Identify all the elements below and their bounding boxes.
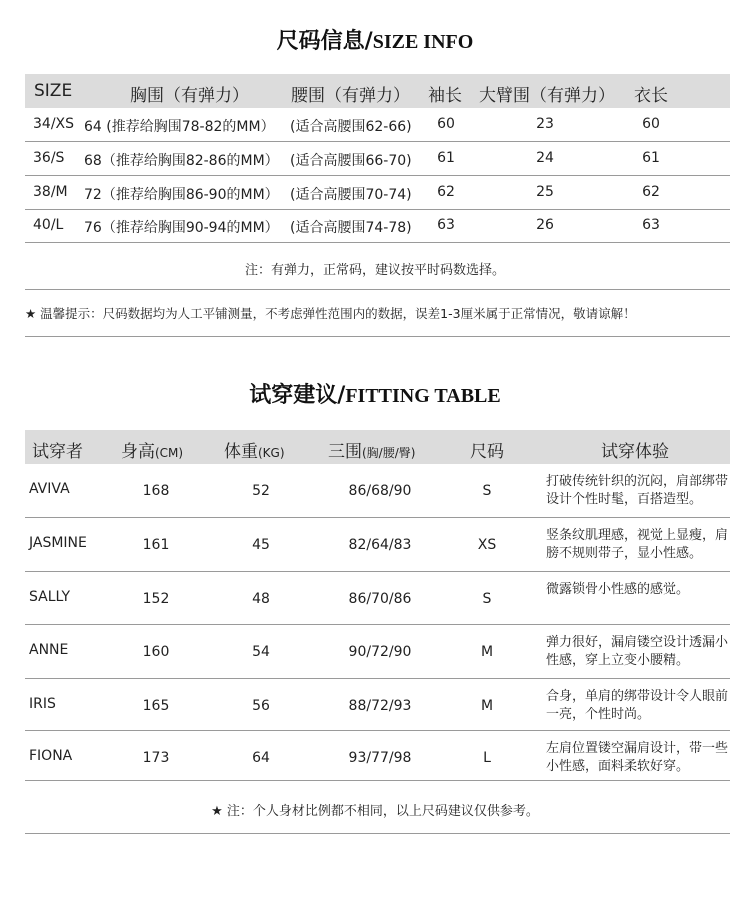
fit-cell-height: 168 xyxy=(142,483,170,499)
row-divider xyxy=(25,780,730,781)
header-size: SIZE xyxy=(34,81,73,101)
fit-cell-height: 161 xyxy=(142,537,170,553)
fit-cell-weight: 56 xyxy=(252,698,270,714)
row-divider xyxy=(25,571,730,572)
header-weight-label: 体重 xyxy=(224,442,258,462)
fit-cell-size: S xyxy=(482,483,492,499)
size-cell-size: 38/M xyxy=(33,184,68,200)
size-info-title-en: SIZE INFO xyxy=(372,31,474,53)
size-info-title xyxy=(0,24,750,55)
fit-cell-name: AVIVA xyxy=(29,481,70,497)
header-sleeve: 袖长 xyxy=(428,86,462,106)
size-cell-arm: 26 xyxy=(536,217,554,233)
header-bwh-label: 三围 xyxy=(328,442,362,462)
size-cell-waist: (适合高腰围62-66) xyxy=(290,119,412,135)
fit-cell-name: SALLY xyxy=(29,589,71,605)
fit-cell-bwh: 90/72/90 xyxy=(348,644,412,660)
divider xyxy=(25,289,730,290)
fit-cell-bwh: 86/70/86 xyxy=(348,591,412,607)
fit-cell-experience: 打破传统针织的沉闷，肩部绑带设计个性时髦，百搭造型。 xyxy=(546,474,729,507)
fit-cell-bwh: 93/77/98 xyxy=(348,750,412,766)
fit-cell-height: 152 xyxy=(142,591,170,607)
size-cell-size: 36/S xyxy=(33,150,65,166)
size-cell-size: 40/L xyxy=(33,217,64,233)
header-tester: 试穿者 xyxy=(32,442,83,462)
fit-cell-experience: 弹力很好，漏肩镂空设计透漏小性感，穿上立变小腰精。 xyxy=(546,635,729,668)
row-divider xyxy=(25,624,730,625)
fit-cell-size: M xyxy=(480,644,494,660)
header-chest: 胸围（有弹力） xyxy=(130,86,249,106)
header-arm: 大臂围（有弹力） xyxy=(479,86,615,106)
size-cell-chest: 76（推荐给胸围90-94的MM） xyxy=(84,220,279,236)
header-height xyxy=(121,437,183,462)
fit-cell-bwh: 86/68/90 xyxy=(348,483,412,499)
fit-cell-height: 160 xyxy=(142,644,170,660)
size-table-header xyxy=(25,74,730,108)
size-cell-arm: 23 xyxy=(536,116,554,132)
fit-cell-height: 165 xyxy=(142,698,170,714)
fit-cell-name: JASMINE xyxy=(29,535,87,551)
size-cell-chest: 64 (推荐给胸围78-82的MM） xyxy=(84,119,275,135)
header-length: 衣长 xyxy=(634,86,668,106)
header-weight xyxy=(224,437,285,462)
size-cell-chest: 72（推荐给胸围86-90的MM） xyxy=(84,187,279,203)
size-cell-chest: 68（推荐给胸围82-86的MM） xyxy=(84,153,279,169)
fitting-note: ★ 注：个人身材比例都不相同，以上尺码建议仅供参考。 xyxy=(211,804,539,819)
fit-cell-weight: 54 xyxy=(252,644,270,660)
fit-cell-height: 173 xyxy=(142,750,170,766)
size-note: 注：有弹力，正常码，建议按平时码数选择。 xyxy=(244,263,505,278)
fit-cell-bwh: 82/64/83 xyxy=(348,537,412,553)
row-divider xyxy=(25,678,730,679)
fit-cell-name: ANNE xyxy=(29,642,69,658)
fit-cell-name: FIONA xyxy=(29,748,73,764)
fit-cell-bwh: 88/72/93 xyxy=(348,698,412,714)
fit-cell-weight: 45 xyxy=(252,537,270,553)
size-cell-length: 63 xyxy=(642,217,660,233)
row-divider xyxy=(25,517,730,518)
row-divider xyxy=(25,730,730,731)
fit-cell-name: IRIS xyxy=(29,696,56,712)
fit-cell-experience: 合身，单肩的绑带设计令人眼前一亮，个性时尚。 xyxy=(546,689,729,722)
fit-cell-size: L xyxy=(483,750,491,766)
header-bwh xyxy=(328,437,415,462)
row-divider xyxy=(25,242,730,243)
size-cell-sleeve: 62 xyxy=(437,184,455,200)
size-cell-waist: (适合高腰围70-74) xyxy=(290,187,412,203)
size-cell-length: 62 xyxy=(642,184,660,200)
size-cell-waist: (适合高腰围74-78) xyxy=(290,220,412,236)
header-weight-unit: (KG) xyxy=(258,446,285,460)
size-cell-length: 61 xyxy=(642,150,660,166)
divider xyxy=(25,833,730,834)
divider xyxy=(25,336,730,337)
fitting-title-cn: 试穿建议/ xyxy=(249,383,346,408)
fit-cell-weight: 48 xyxy=(252,591,270,607)
fit-cell-experience: 左肩位置镂空漏肩设计，带一些小性感，面料柔软好穿。 xyxy=(546,741,729,774)
size-cell-sleeve: 63 xyxy=(437,217,455,233)
fit-cell-size: M xyxy=(480,698,494,714)
fit-cell-experience: 竖条纹肌理感，视觉上显瘦，肩膀不规则带子，显小性感。 xyxy=(546,528,729,561)
fitting-title xyxy=(0,378,750,409)
fitting-title-en: FITTING TABLE xyxy=(345,385,501,407)
size-cell-size: 34/XS xyxy=(33,116,75,132)
fitting-table-header xyxy=(25,430,730,464)
header-fit-size: 尺码 xyxy=(470,442,504,462)
header-height-unit: (CM) xyxy=(155,446,184,460)
size-cell-arm: 25 xyxy=(536,184,554,200)
row-divider xyxy=(25,175,730,176)
fit-cell-weight: 64 xyxy=(252,750,270,766)
size-info-title-cn: 尺码信息/ xyxy=(276,29,373,54)
size-cell-waist: (适合高腰围66-70) xyxy=(290,153,412,169)
header-waist: 腰围（有弹力） xyxy=(291,86,410,106)
fit-cell-size: S xyxy=(482,591,492,607)
size-cell-length: 60 xyxy=(642,116,660,132)
size-cell-sleeve: 61 xyxy=(437,150,455,166)
size-cell-arm: 24 xyxy=(536,150,554,166)
fit-cell-weight: 52 xyxy=(252,483,270,499)
size-tip: ★ 温馨提示：尺码数据均为人工平铺测量，不考虑弹性范围内的数据，误差1-3厘米属于正常情况，敬请谅解！ xyxy=(25,306,636,321)
size-cell-sleeve: 60 xyxy=(437,116,455,132)
header-experience: 试穿体验 xyxy=(601,442,669,462)
row-divider xyxy=(25,209,730,210)
header-bwh-unit: (胸/腰/臀) xyxy=(362,446,416,460)
fit-cell-size: XS xyxy=(477,537,497,553)
fit-cell-experience: 微露锁骨小性感的感觉。 xyxy=(546,582,690,597)
row-divider xyxy=(25,141,730,142)
header-height-label: 身高 xyxy=(121,442,155,462)
